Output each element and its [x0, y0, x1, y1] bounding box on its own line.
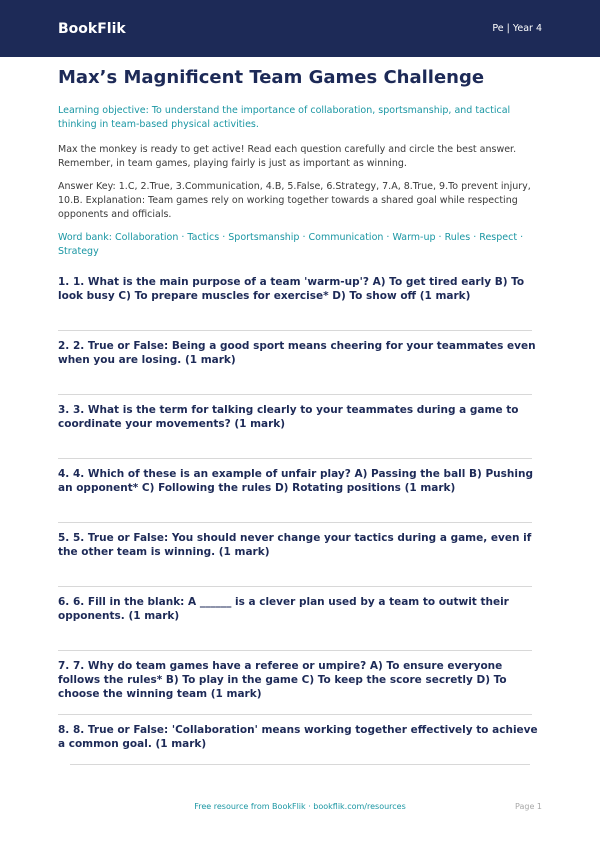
question-text: 4. 4. Which of these is an example of unfair play? A) Passing the ball B) Pushing an opponent* C) Following the rules D) Rotating positions (1 mark)	[58, 468, 533, 494]
question-text: 2. 2. True or False: Being a good sport means cheering for your teammates even when you are losing. (1 mark)	[58, 340, 536, 366]
question-text: 7. 7. Why do team games have a referee or umpire? A) To ensure everyone follows the rules* B) To play in the game C) To keep the score secretly D) To choose the winning team (1 mark)	[58, 660, 507, 700]
answer-line	[58, 586, 532, 587]
answer-line	[58, 522, 532, 523]
footer-credit[interactable]: Free resource from BookFlik · bookflik.com/resources	[194, 802, 406, 811]
question-text: 3. 3. What is the term for talking clearly to your teammates during a game to coordinate your movements? (1 mark)	[58, 404, 519, 430]
answer-line	[58, 650, 532, 651]
worksheet-title: Max’s Magnificent Team Games Challenge	[58, 67, 485, 88]
answer-line	[58, 714, 532, 715]
question-1	[58, 275, 544, 339]
worksheet-body	[58, 62, 544, 787]
answer-line	[58, 394, 532, 395]
question-6	[58, 595, 544, 659]
intro-text: Max the monkey is ready to get active! Read each question carefully and circle the best answer. Remember, in team games, playing fairly is just as important as winning.	[58, 144, 517, 169]
learning-objective: Learning objective: To understand the importance of collaboration, sportsmanship, and tactical thinking in team-based physical activities.	[58, 105, 511, 130]
question-text: 8. 8. True or False: 'Collaboration' means working together effectively to achieve a common goal. (1 mark)	[58, 724, 538, 750]
page-header	[0, 0, 600, 57]
question-text: 6. 6. Fill in the blank: A ______ is a clever plan used by a team to outwit their opponents. (1 mark)	[58, 596, 509, 622]
question-8	[58, 723, 544, 787]
answer-line	[58, 330, 532, 331]
question-2	[58, 339, 544, 403]
subject-year-label: Pe | Year 4	[492, 23, 542, 34]
page-number: Page 1	[515, 802, 542, 811]
question-7	[58, 659, 544, 723]
question-text: 5. 5. True or False: You should never change your tactics during a game, even if the other team is winning. (1 mark)	[58, 532, 532, 558]
brand-logo-text[interactable]: BookFlik	[58, 20, 126, 37]
question-4	[58, 467, 544, 531]
question-3	[58, 403, 544, 467]
answer-key: Answer Key: 1.C, 2.True, 3.Communication, 4.B, 5.False, 6.Strategy, 7.A, 8.True, 9.To prevent injury, 10.B. Explanation: Team games rely on working together towards a shared goal while respecting opponents and officials.	[58, 181, 531, 220]
question-5	[58, 531, 544, 595]
question-text: 1. 1. What is the main purpose of a team 'warm-up'? A) To get tired early B) To look busy C) To prepare muscles for exercise* D) To show off (1 mark)	[58, 276, 525, 302]
footer-divider	[70, 764, 530, 765]
word-bank: Word bank: Collaboration · Tactics · Sportsmanship · Communication · Warm-up · Rules · Respect · Strategy	[58, 232, 524, 257]
answer-line	[58, 458, 532, 459]
